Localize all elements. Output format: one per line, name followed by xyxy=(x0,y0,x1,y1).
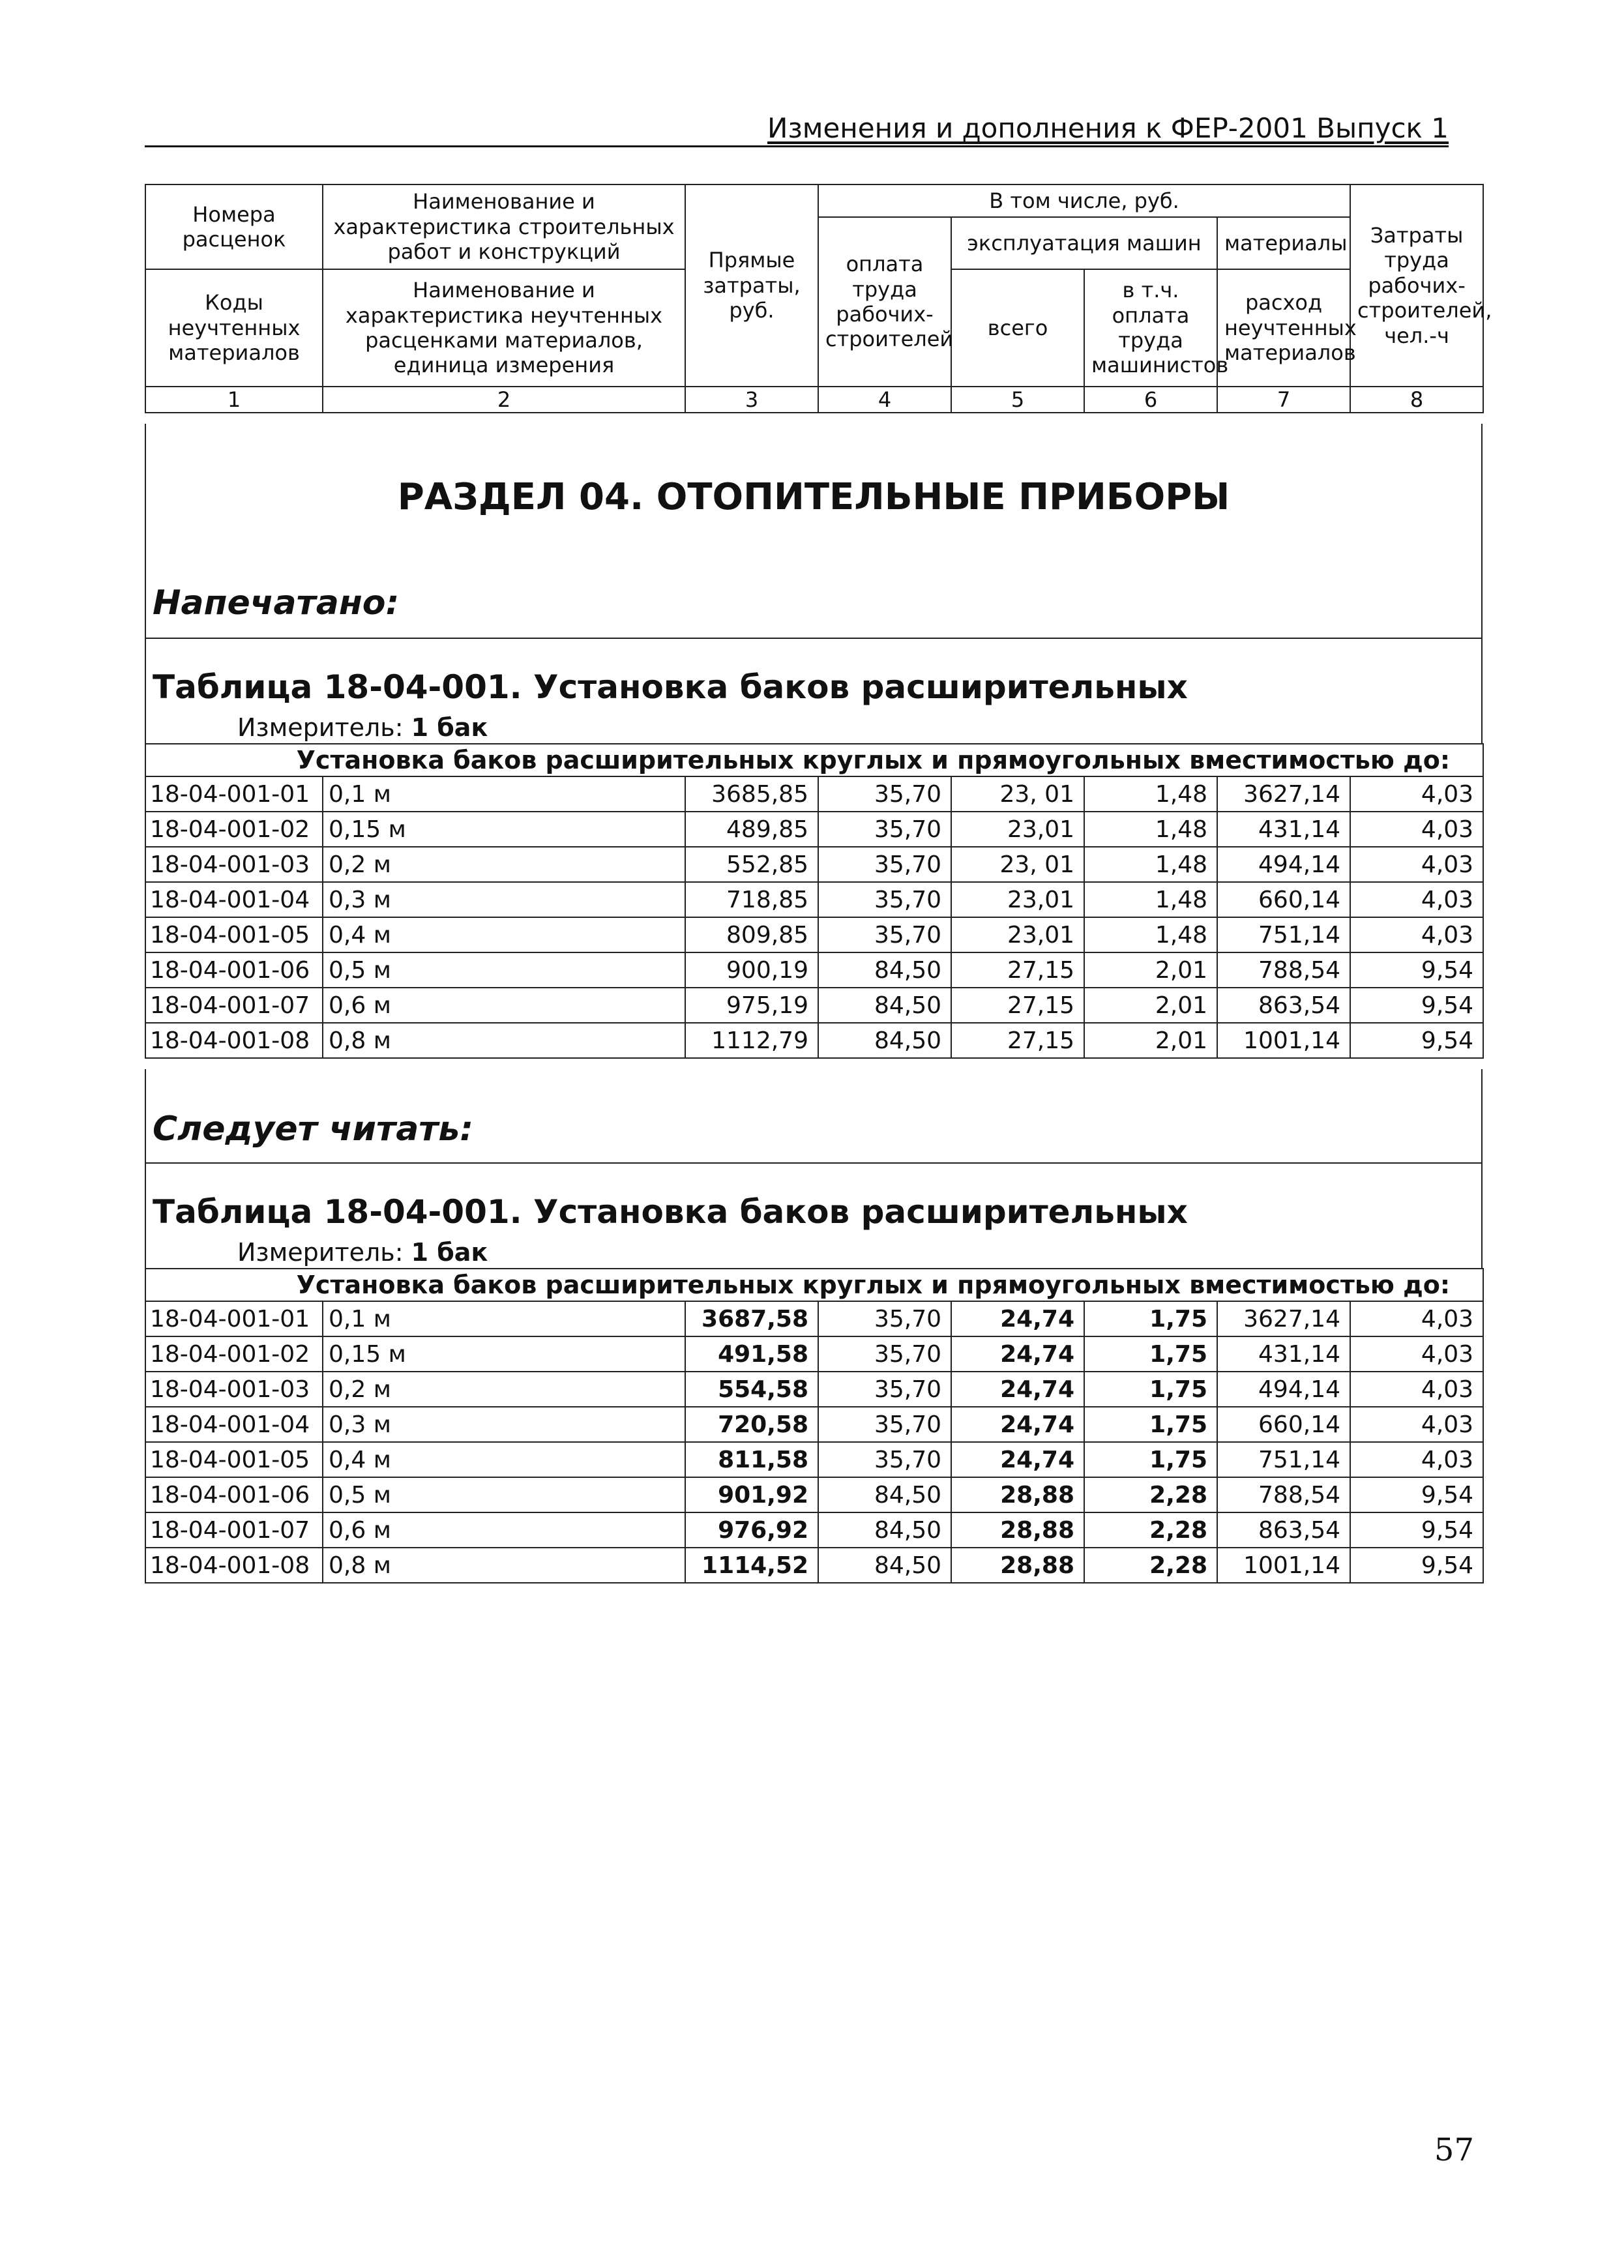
operators-cell: 1,48 xyxy=(1084,882,1217,917)
materials-cell: 3627,14 xyxy=(1217,776,1350,812)
wages-cell: 35,70 xyxy=(818,1301,951,1336)
rate-code-cell: 18-04-001-08 xyxy=(145,1548,323,1583)
operators-cell: 1,48 xyxy=(1084,812,1217,847)
table-row xyxy=(145,1512,1483,1548)
rate-code-cell: 18-04-001-03 xyxy=(145,1372,323,1407)
rate-code-cell: 18-04-001-06 xyxy=(145,952,323,988)
table-row xyxy=(145,1336,1483,1372)
labor-cell: 4,03 xyxy=(1350,917,1483,952)
table-row xyxy=(145,1372,1483,1407)
col-number: 5 xyxy=(951,387,1084,413)
corrected-table-heading xyxy=(145,1164,1483,1268)
machines-cell: 28,88 xyxy=(951,1477,1084,1512)
direct-cost-cell: 809,85 xyxy=(685,917,818,952)
col-labor: Затраты труда рабочих-строителей, чел.-ч xyxy=(1350,184,1483,387)
direct-cost-cell: 552,85 xyxy=(685,847,818,882)
operators-cell: 1,48 xyxy=(1084,847,1217,882)
corrected-table-title: Таблица 18-04-001. Установка баков расширительных xyxy=(153,1193,1188,1231)
materials-cell: 660,14 xyxy=(1217,882,1350,917)
direct-cost-cell: 3687,58 xyxy=(685,1301,818,1336)
table-row xyxy=(145,1548,1483,1583)
col-wages: оплата труда рабочих-строителей xyxy=(818,217,951,387)
table-row xyxy=(145,1442,1483,1477)
rate-code-cell: 18-04-001-06 xyxy=(145,1477,323,1512)
col-machines-total: всего xyxy=(951,269,1084,387)
operators-cell: 1,48 xyxy=(1084,917,1217,952)
name-cell: 0,1 м xyxy=(323,1301,685,1336)
corrected-table-meter xyxy=(237,1238,488,1267)
page-header-title: Изменения и дополнения к ФЕР-2001 Выпуск 1 xyxy=(767,112,1449,144)
machines-cell: 23, 01 xyxy=(951,776,1084,812)
operators-cell: 1,75 xyxy=(1084,1407,1217,1442)
col-unaccounted-codes: Коды неучтенных материалов xyxy=(145,269,323,387)
direct-cost-cell: 491,58 xyxy=(685,1336,818,1372)
col-including: В том числе, руб. xyxy=(818,184,1350,217)
printed-table-title: Таблица 18-04-001. Установка баков расширительных xyxy=(153,668,1188,706)
direct-cost-cell: 1114,52 xyxy=(685,1548,818,1583)
machines-cell: 24,74 xyxy=(951,1407,1084,1442)
section-title: РАЗДЕЛ 04. ОТОПИТЕЛЬНЫЕ ПРИБОРЫ xyxy=(397,476,1230,518)
col-number: 7 xyxy=(1217,387,1350,413)
labor-cell: 9,54 xyxy=(1350,1023,1483,1058)
col-number: 1 xyxy=(145,387,323,413)
name-cell: 0,4 м xyxy=(323,1442,685,1477)
direct-cost-cell: 900,19 xyxy=(685,952,818,988)
wages-cell: 35,70 xyxy=(818,776,951,812)
meter-value: 1 бак xyxy=(411,713,488,742)
meter-label: Измеритель: xyxy=(237,1238,404,1267)
operators-cell: 2,01 xyxy=(1084,952,1217,988)
direct-cost-cell: 718,85 xyxy=(685,882,818,917)
name-cell: 0,2 м xyxy=(323,1372,685,1407)
name-cell: 0,5 м xyxy=(323,952,685,988)
name-cell: 0,3 м xyxy=(323,882,685,917)
materials-cell: 788,54 xyxy=(1217,952,1350,988)
table-row xyxy=(145,812,1483,847)
table-row xyxy=(145,1407,1483,1442)
labor-cell: 4,03 xyxy=(1350,1372,1483,1407)
operators-cell: 1,75 xyxy=(1084,1336,1217,1372)
labor-cell: 4,03 xyxy=(1350,812,1483,847)
labor-cell: 9,54 xyxy=(1350,1548,1483,1583)
name-cell: 0,15 м xyxy=(323,1336,685,1372)
table-row xyxy=(145,882,1483,917)
wages-cell: 35,70 xyxy=(818,812,951,847)
direct-cost-cell: 554,58 xyxy=(685,1372,818,1407)
col-name-materials: Наименование и характеристика неучтенных расценками материалов, единица измерения xyxy=(323,269,685,387)
machines-cell: 24,74 xyxy=(951,1372,1084,1407)
rate-code-cell: 18-04-001-04 xyxy=(145,882,323,917)
direct-cost-cell: 3685,85 xyxy=(685,776,818,812)
table-row xyxy=(145,988,1483,1023)
name-cell: 0,3 м xyxy=(323,1407,685,1442)
should-read-block xyxy=(145,1069,1483,1164)
page-header xyxy=(145,112,1449,147)
wages-cell: 84,50 xyxy=(818,1548,951,1583)
meter-value: 1 бак xyxy=(411,1238,488,1267)
table-row xyxy=(145,1023,1483,1058)
name-cell: 0,6 м xyxy=(323,988,685,1023)
materials-cell: 863,54 xyxy=(1217,988,1350,1023)
labor-cell: 9,54 xyxy=(1350,1477,1483,1512)
machines-cell: 23,01 xyxy=(951,812,1084,847)
corrected-data-table xyxy=(145,1268,1484,1583)
direct-cost-cell: 489,85 xyxy=(685,812,818,847)
materials-cell: 431,14 xyxy=(1217,812,1350,847)
labor-cell: 9,54 xyxy=(1350,952,1483,988)
printed-data-table xyxy=(145,743,1484,1059)
name-cell: 0,8 м xyxy=(323,1023,685,1058)
materials-cell: 660,14 xyxy=(1217,1407,1350,1442)
table-row xyxy=(145,917,1483,952)
materials-cell: 1001,14 xyxy=(1217,1548,1350,1583)
materials-cell: 751,14 xyxy=(1217,917,1350,952)
wages-cell: 35,70 xyxy=(818,847,951,882)
labor-cell: 9,54 xyxy=(1350,1512,1483,1548)
should-read-label: Следует читать: xyxy=(153,1110,474,1149)
printed-label: Напечатано: xyxy=(153,583,400,623)
machines-cell: 28,88 xyxy=(951,1548,1084,1583)
name-cell: 0,8 м xyxy=(323,1548,685,1583)
table-row xyxy=(145,847,1483,882)
labor-cell: 4,03 xyxy=(1350,1407,1483,1442)
section-block xyxy=(145,424,1483,639)
page-number: 57 xyxy=(1434,2132,1474,2168)
rate-code-cell: 18-04-001-01 xyxy=(145,776,323,812)
name-cell: 0,15 м xyxy=(323,812,685,847)
rate-code-cell: 18-04-001-01 xyxy=(145,1301,323,1336)
labor-cell: 4,03 xyxy=(1350,1442,1483,1477)
col-name-works: Наименование и характеристика строительных работ и конструкций xyxy=(323,184,685,269)
labor-cell: 4,03 xyxy=(1350,847,1483,882)
machines-cell: 24,74 xyxy=(951,1442,1084,1477)
meter-label: Измеритель: xyxy=(237,713,404,742)
direct-cost-cell: 901,92 xyxy=(685,1477,818,1512)
machines-cell: 28,88 xyxy=(951,1512,1084,1548)
rate-code-cell: 18-04-001-03 xyxy=(145,847,323,882)
materials-cell: 863,54 xyxy=(1217,1512,1350,1548)
wages-cell: 35,70 xyxy=(818,1442,951,1477)
labor-cell: 4,03 xyxy=(1350,1336,1483,1372)
rate-code-cell: 18-04-001-07 xyxy=(145,1512,323,1548)
col-unaccounted-use: расход неучтенных материалов xyxy=(1217,269,1350,387)
machines-cell: 24,74 xyxy=(951,1301,1084,1336)
labor-cell: 4,03 xyxy=(1350,1301,1483,1336)
machines-cell: 24,74 xyxy=(951,1336,1084,1372)
printed-table-caption: Установка баков расширительных круглых и прямоугольных вместимостью до: xyxy=(145,744,1483,776)
wages-cell: 35,70 xyxy=(818,882,951,917)
machines-cell: 27,15 xyxy=(951,1023,1084,1058)
corrected-table-caption: Установка баков расширительных круглых и прямоугольных вместимостью до: xyxy=(145,1269,1483,1301)
labor-cell: 9,54 xyxy=(1350,988,1483,1023)
operators-cell: 2,28 xyxy=(1084,1512,1217,1548)
wages-cell: 84,50 xyxy=(818,988,951,1023)
machines-cell: 27,15 xyxy=(951,952,1084,988)
col-number: 4 xyxy=(818,387,951,413)
name-cell: 0,4 м xyxy=(323,917,685,952)
materials-cell: 494,14 xyxy=(1217,847,1350,882)
rate-code-cell: 18-04-001-07 xyxy=(145,988,323,1023)
name-cell: 0,5 м xyxy=(323,1477,685,1512)
wages-cell: 84,50 xyxy=(818,1512,951,1548)
direct-cost-cell: 720,58 xyxy=(685,1407,818,1442)
printed-table-meter xyxy=(237,713,488,742)
table-row xyxy=(145,1477,1483,1512)
column-header-table xyxy=(145,184,1492,413)
rate-code-cell: 18-04-001-02 xyxy=(145,1336,323,1372)
machines-cell: 23,01 xyxy=(951,917,1084,952)
materials-cell: 431,14 xyxy=(1217,1336,1350,1372)
table-row xyxy=(145,952,1483,988)
rate-code-cell: 18-04-001-02 xyxy=(145,812,323,847)
rate-code-cell: 18-04-001-04 xyxy=(145,1407,323,1442)
col-rate-numbers: Номера расценок xyxy=(145,184,323,269)
col-direct-costs: Прямые затраты, руб. xyxy=(685,184,818,387)
col-number: 3 xyxy=(685,387,818,413)
wages-cell: 35,70 xyxy=(818,917,951,952)
col-incl-operators: в т.ч. оплата труда машинистов xyxy=(1084,269,1217,387)
materials-cell: 494,14 xyxy=(1217,1372,1350,1407)
materials-cell: 788,54 xyxy=(1217,1477,1350,1512)
wages-cell: 84,50 xyxy=(818,952,951,988)
col-materials: материалы xyxy=(1217,217,1350,269)
direct-cost-cell: 1112,79 xyxy=(685,1023,818,1058)
machines-cell: 23,01 xyxy=(951,882,1084,917)
operators-cell: 1,75 xyxy=(1084,1372,1217,1407)
operators-cell: 1,75 xyxy=(1084,1442,1217,1477)
table-row xyxy=(145,1301,1483,1336)
operators-cell: 1,48 xyxy=(1084,776,1217,812)
direct-cost-cell: 975,19 xyxy=(685,988,818,1023)
labor-cell: 4,03 xyxy=(1350,882,1483,917)
wages-cell: 35,70 xyxy=(818,1372,951,1407)
col-number: 6 xyxy=(1084,387,1217,413)
wages-cell: 84,50 xyxy=(818,1477,951,1512)
operators-cell: 2,28 xyxy=(1084,1548,1217,1583)
rate-code-cell: 18-04-001-05 xyxy=(145,917,323,952)
wages-cell: 35,70 xyxy=(818,1336,951,1372)
operators-cell: 2,01 xyxy=(1084,988,1217,1023)
machines-cell: 23, 01 xyxy=(951,847,1084,882)
operators-cell: 1,75 xyxy=(1084,1301,1217,1336)
machines-cell: 27,15 xyxy=(951,988,1084,1023)
operators-cell: 2,28 xyxy=(1084,1477,1217,1512)
name-cell: 0,2 м xyxy=(323,847,685,882)
table-row xyxy=(145,776,1483,812)
materials-cell: 3627,14 xyxy=(1217,1301,1350,1336)
rate-code-cell: 18-04-001-08 xyxy=(145,1023,323,1058)
wages-cell: 35,70 xyxy=(818,1407,951,1442)
materials-cell: 751,14 xyxy=(1217,1442,1350,1477)
direct-cost-cell: 811,58 xyxy=(685,1442,818,1477)
rate-code-cell: 18-04-001-05 xyxy=(145,1442,323,1477)
col-machines: эксплуатация машин xyxy=(951,217,1217,269)
name-cell: 0,1 м xyxy=(323,776,685,812)
materials-cell: 1001,14 xyxy=(1217,1023,1350,1058)
printed-table-heading xyxy=(145,639,1483,743)
col-number: 8 xyxy=(1350,387,1483,413)
operators-cell: 2,01 xyxy=(1084,1023,1217,1058)
col-number: 2 xyxy=(323,387,685,413)
labor-cell: 4,03 xyxy=(1350,776,1483,812)
direct-cost-cell: 976,92 xyxy=(685,1512,818,1548)
wages-cell: 84,50 xyxy=(818,1023,951,1058)
name-cell: 0,6 м xyxy=(323,1512,685,1548)
